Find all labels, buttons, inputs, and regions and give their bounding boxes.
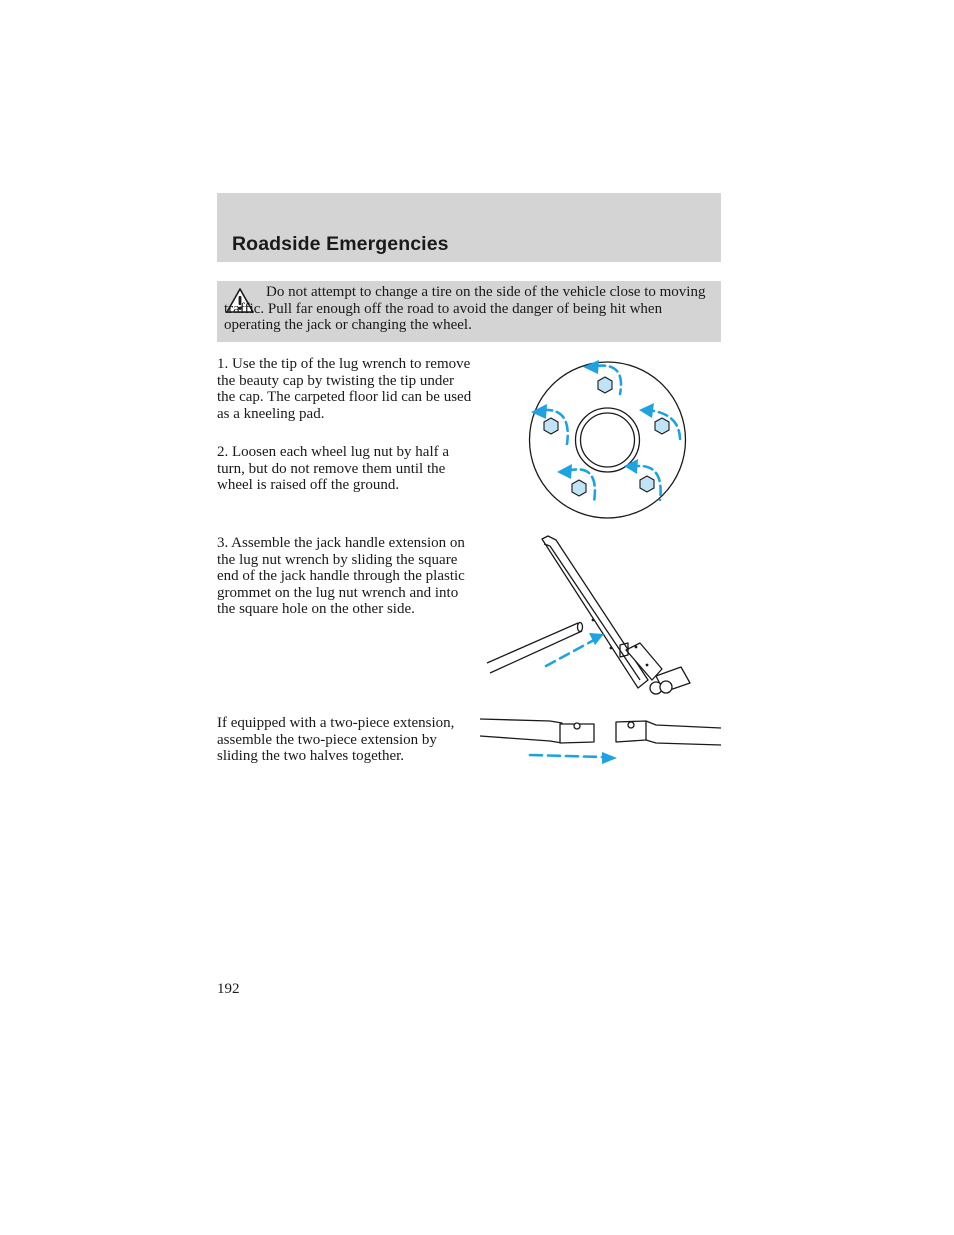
step-1-text: 1. Use the tip of the lug wrench to remove the beauty cap by twisting the tip under the cap. The carpeted floor lid can be used as a kneeling pad. xyxy=(217,356,472,422)
warning-text: Do not attempt to change a tire on the side of the vehicle close to moving traffic. Pull far enough off the road to avoid the danger of being hit when operating the jack or changing the wheel. xyxy=(224,284,706,333)
step-2-text: 2. Loosen each wheel lug nut by half a turn, but do not remove them until the wheel is raised off the ground. xyxy=(217,444,450,493)
warning-box xyxy=(217,281,721,342)
section-header-band xyxy=(217,193,721,262)
wheel-lug-nuts-illustration xyxy=(520,352,695,527)
page-number: 192 xyxy=(217,981,240,997)
section-title: Roadside Emergencies xyxy=(232,233,449,255)
lug-wrench-extension-illustration xyxy=(480,530,700,710)
step-3-text: 3. Assemble the jack handle extension on the lug nut wrench by sliding the square end of the jack handle through the plastic grommet on the lug nut wrench and into the square hole on the other side. xyxy=(217,535,465,617)
two-piece-extension-text: If equipped with a two-piece extension, assemble the two-piece extension by sliding the two halves together. xyxy=(217,715,455,764)
two-piece-extension-illustration xyxy=(478,712,723,772)
